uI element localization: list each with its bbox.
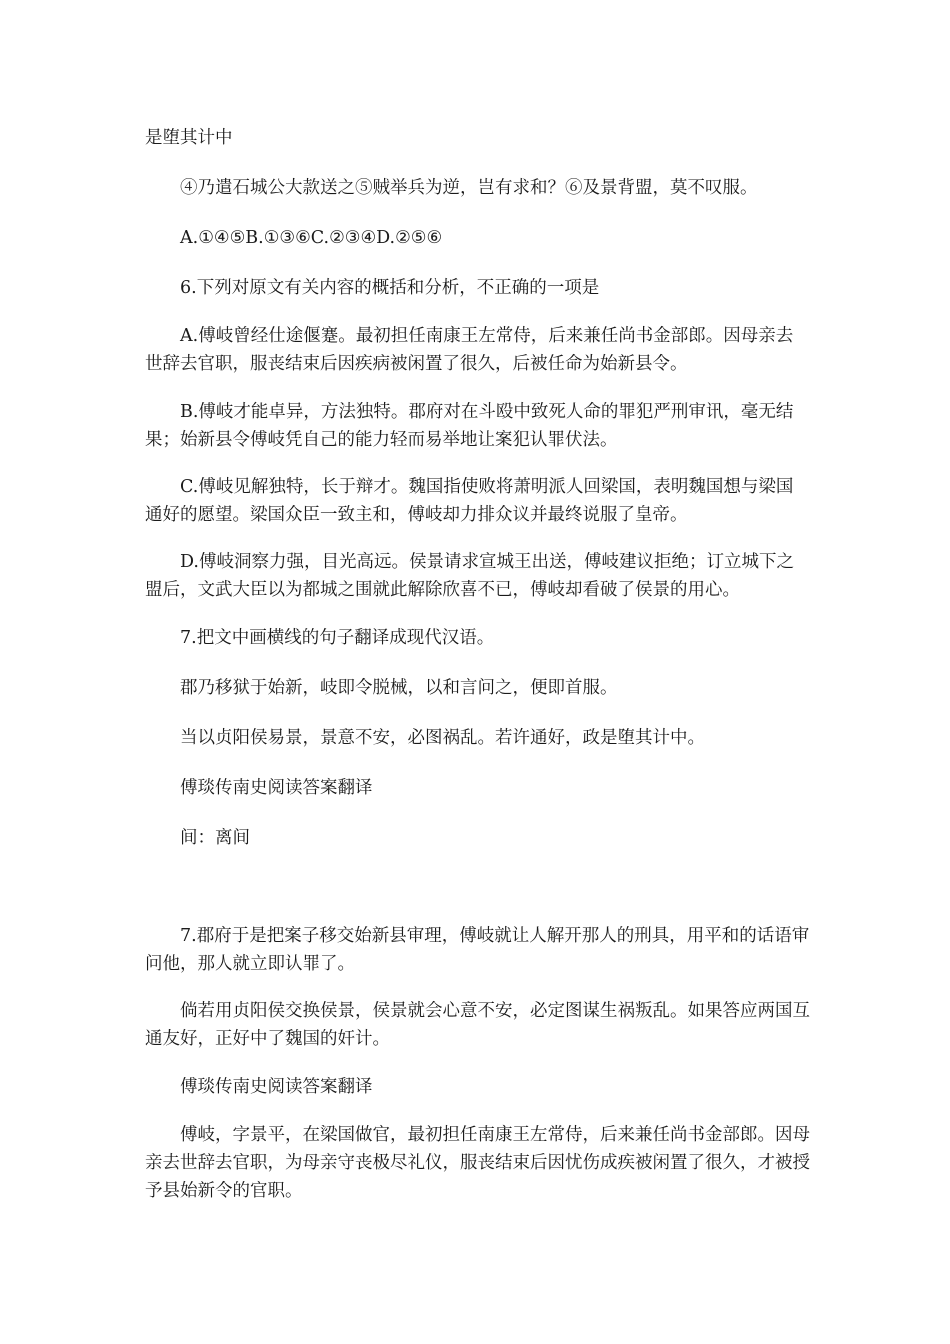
option-a: A.傅岐曾经仕途偃蹇。最初担任南康王左常侍，后来兼任尚书金部郎。因母亲去世辞去官职，服丧结束后因疾病被闲置了很久，后被任命为始新县令。 <box>145 326 794 374</box>
option-d: D.傅岐洞察力强，目光高远。侯景请求宣城王出送，傅岐建议拒绝；订立城下之盟后，文武大臣以为都城之围就此解除欣喜不已，傅岐却看破了侯景的用心。 <box>145 552 794 600</box>
translation-body: 傅岐，字景平，在梁国做官，最初担任南康王左常侍，后来兼任尚书金部郎。因母亲去世辞去官职，为母亲守丧极尽礼仪，服丧结束后因忧伤成疾被闲置了很久，才被授予县始新令的官职。 <box>145 1125 810 1201</box>
section-heading-2: 傅琰传南史阅读答案翻译 <box>180 1077 373 1097</box>
question-7: 7.把文中画横线的句子翻译成现代汉语。 <box>180 628 495 648</box>
section-heading-1: 傅琰传南史阅读答案翻译 <box>180 778 373 798</box>
question-6: 6.下列对原文有关内容的概括和分析，不正确的一项是 <box>180 278 600 298</box>
answer-note: 间：离间 <box>180 828 250 848</box>
sentence-2: 当以贞阳侯易景，景意不安，必图祸乱。若许通好，政是堕其计中。 <box>180 728 705 748</box>
translation-2: 倘若用贞阳侯交换侯景，侯景就会心意不安，必定图谋生祸叛乱。如果答应两国互通友好，正好中了魏国的奸计。 <box>145 1001 810 1049</box>
option-b: B.傅岐才能卓异，方法独特。郡府对在斗殴中致死人命的罪犯严刑审讯，毫无结果；始新县令傅岐凭自己的能力轻而易举地让案犯认罪伏法。 <box>145 402 794 450</box>
answer-options: A.①④⑤B.①③⑥C.②③④D.②⑤⑥ <box>180 228 443 248</box>
sentence-1: 郡乃移狱于始新，岐即令脱械，以和言问之，便即首服。 <box>180 678 618 698</box>
option-c: C.傅岐见解独特，长于辩才。魏国指使败将萧明派人回梁国，表明魏国想与梁国通好的愿望。梁国众臣一致主和，傅岐却力排众议并最终说服了皇帝。 <box>145 477 794 525</box>
translation-7: 7.郡府于是把案子移交始新县审理，傅岐就让人解开那人的刑具，用平和的话语审问他，那人就立即认罪了。 <box>145 926 810 974</box>
paragraph-1: 是堕其计中 <box>145 128 233 148</box>
paragraph-2: ④乃遣石城公大款送之⑤贼举兵为逆，岂有求和？⑥及景背盟，莫不叹服。 <box>180 178 758 198</box>
